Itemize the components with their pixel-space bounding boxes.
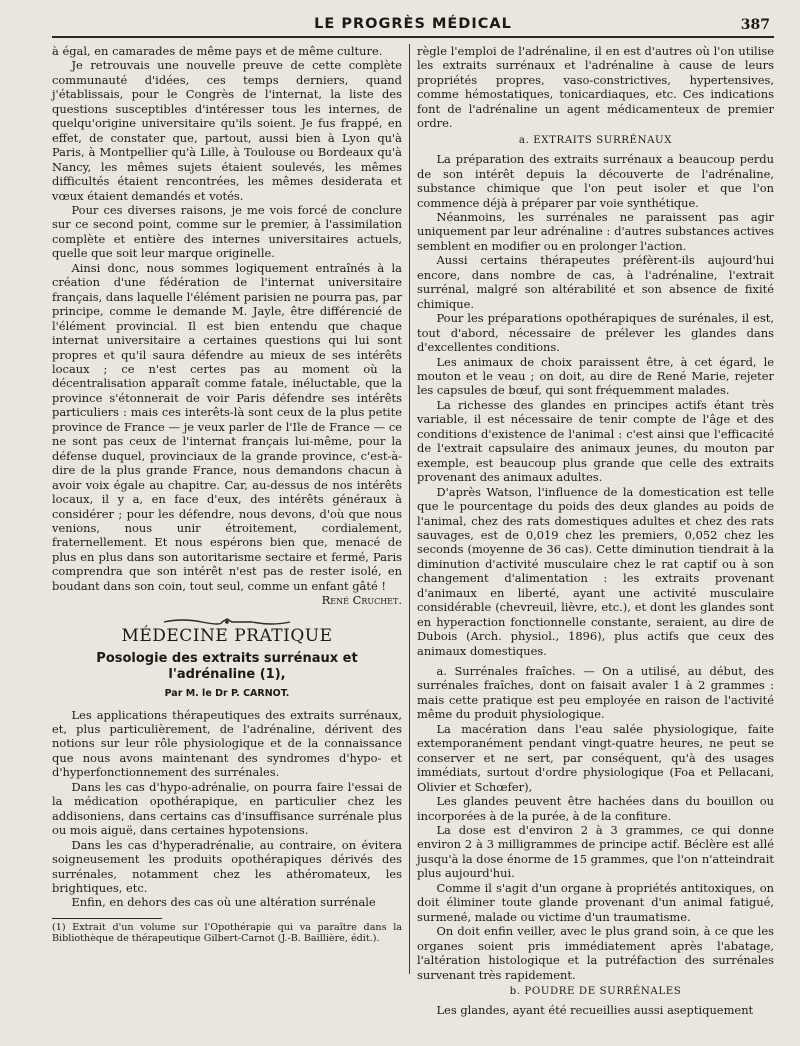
paragraph: Les animaux de choix paraissent être, à cet égard, le mouton et le veau ; on doit, au dire de René Marie, rejeter les capsules de bœuf, qui sont fréquemment malades.: [417, 354, 774, 398]
paragraph: Dans les cas d'hyperadrénalie, au contraire, on évitera soigneusement les produits opothérapiques dérivés des surrénales, notamment chez les athéromateux, les brightiques, etc.: [52, 837, 402, 896]
paragraph: La préparation des extraits surrénaux a beaucoup perdu de son intérêt depuis la découverte de l'adrénaline, substance chimique que l'on peut isoler et que l'on commence déjà à préparer par voie synthétique.: [417, 152, 774, 210]
paragraph: Je retrouvais une nouvelle preuve de cette complète communauté d'idées, ces temps derniers, quand j'établissais, pour le Congrès de l'internat, la liste des questions susceptibles d'intéresser tous les internes, de quelqu'origine universitaire qu'ils soient. Je fus frappé, en effet, de constater que, partout, aussi bien à Lyon qu'à Paris, à Montpellier qu'à Lille, à Toulouse ou Bordeaux qu'à Nancy, les mêmes sujets étaient soulevés, les mêmes difficultés étaient rencontrées, les mêmes desiderata et vœux étaient demandés et votés.: [52, 58, 402, 203]
footnote: (1) Extrait d'un volume sur l'Opothérapie qui va paraître dans la Bibliothèque de thérapeutique Gilbert-Carnot (J.-B. Baillière, édit.).: [52, 921, 402, 945]
paragraph: Comme il s'agit d'un organe à propriétés antitoxiques, on doit éliminer toute glande provenant d'un animal fatigué, surmené, malade ou victime d'un traumatisme.: [417, 880, 774, 924]
paragraph: Dans les cas d'hypo-adrénalie, on pourra faire l'essai de la médication opothérapique, en particulier chez les addisoniens, dans certains cas d'insuffisance surrénale plus ou mois aiguë, dans certaines hypotensions.: [52, 779, 402, 838]
article-title-line: Posologie des extraits surrénaux et: [96, 651, 358, 667]
paragraph: Les applications thérapeutiques des extraits surrénaux, et, plus particulièrement, de l'adrénaline, dérivent des notions sur leur rôle physiologique et de la connaissance que nous avons maintenant des syndromes d'hypo- et d'hyperfonctionnement des surrénales.: [52, 707, 402, 780]
paragraph: Aussi certains thérapeutes préfèrent-ils aujourd'hui encore, dans nombre de cas, à l'adrénaline, l'extrait surrénal, malgré son altérabilité et son absence de fixité chimique.: [417, 253, 774, 311]
paragraph: Ainsi donc, nous sommes logiquement entraînés à la création d'une fédération de l'internat universitaire français, dans laquelle l'élément parisien ne pourra pas, par principe, comme le demande M. Jayle, être différencié de l'élément provincial. Il est bien entendu que chaque internat universitaire a certaines questions qui lui sont propres et qu'il saura défendre au mieux de ses intérêts locaux ; ce n'est certes pas au moment où la décentralisation apparaît comme fatale, inéluctable, que la province s'étonnerait de voir Paris défendre ses intérêts particuliers : mais ces interêts-là sont ceux de la plus petite province de France — je veux parler de l'Ile de France — ce ne sont pas ceux de l'internat français lui-même, pour la défense duquel, provinciaux de la grande province, c'est-à-dire de la plus grande France, nous demandons chacun à avoir voix égale au chapitre. Car, au-dessus de nos intérêts locaux, il y a, en face d'eux, des intérêts généraux à considérer ; pour les défendre, nous devons, d'où que nous venions, nous unir étroitement, cordialement, fraternellement. Et nous espérons bien que, menacé de plus en plus dans son autoritarisme sectaire et fermé, Paris comprendra que son intérêt n'est pas de rester isolé, en boudant dans son coin, tout seul, comme un enfant gâté !: [52, 260, 402, 593]
paragraph: D'après Watson, l'influence de la domestication est telle que le pourcentage du poids des deux glandes au poids de l'animal, chez des rats domestiques adultes et chez des rats sauvages, est de 0,019 chez les premiers, 0,052 chez les seconds (moyenne de 36 cas). Cette diminution tiendrait à la diminution d'activité musculaire chez le rat captif ou à son changement d'alimentation : les extraits provenant d'animaux en liberté, ayant une activité musculaire considérable (chevreuil, lièvre, etc.), et dont les glandes sont en hyperaction fonctionnelle constante, seraient, au dire de Dubois (Arch. physiol., 1896), plus actifs que ceux des animaux domestiques.: [417, 484, 774, 658]
paragraph: Pour ces diverses raisons, je me vois forcé de conclure sur ce second point, comme sur le premier, à l'assimilation complète et entière des internes universitaires actuels, quelle que soit leur marque originelle.: [52, 202, 402, 261]
ornament-rule: [52, 616, 402, 626]
paragraph: Les glandes, ayant été recueillies aussi aseptiquement: [436, 1003, 754, 1018]
section-rubric: MÉDECINE PRATIQUE: [121, 625, 333, 646]
paragraph: a. Surrénales fraîches. — On a utilisé, au début, des surrénales fraîches, dont on faisait avaler 1 à 2 grammes : mais cette pratique est peu employée en raison de l'activité même du produit physiologique.: [417, 664, 774, 722]
paragraph: Néanmoins, les surrénales ne paraissent pas agir uniquement par leur adrénaline : d'autres substances actives semblent en modifier ou en prolonger l'action.: [417, 209, 774, 253]
journal-title: LE PROGRÈS MÉDICAL: [314, 16, 512, 32]
left-column: [52, 44, 402, 1018]
paragraph: La macération dans l'eau salée physiologique, faite extemporanément pendant vingt-quatre heures, ne peut se conserver et ne sert, par conséquent, qu'à des usages immédiats, surtout d'ordre physiologique (Foa et Pellacani, Olivier et Schœfer),: [417, 721, 774, 794]
paragraph: à égal, en camarades de même pays et de même culture.: [52, 44, 383, 58]
footnote-rule: [52, 918, 162, 919]
paragraph: La dose est d'environ 2 à 3 grammes, ce qui donne environ 2 à 3 milligrammes de principe actif. Béclère est allé jusqu'à la dose énorme de 15 grammes, que l'on n'atteindrait plus aujourd'hui.: [417, 823, 774, 881]
paragraph: Les glandes peuvent être hachées dans du bouillon ou incorporées à de la purée, à de la confiture.: [417, 794, 774, 823]
paragraph: La richesse des glandes en principes actifs étant très variable, il est nécessaire de tenir compte de l'âge et des conditions d'existence de l'animal : c'est ainsi que l'efficacité de l'extrait capsulaire des animaux jeunes, du mouton par exemple, est beaucoup plus grande que celle des extraits provenant des animaux adultes.: [417, 397, 774, 485]
article-title-line: l'adrénaline (1),: [168, 667, 286, 683]
paragraph: règle l'emploi de l'adrénaline, il en est d'autres où l'on utilise les extraits surrénaux et l'adrénaline à cause de leurs propriétés propres, vaso-constrictives, hypertensives, comme hémostatiques, tonicardiaques, etc. Ces indications font de l'adrénaline un agent médicamenteux de premier ordre.: [417, 44, 774, 131]
column-divider: [409, 44, 410, 974]
author-signature: René Cruchet.: [321, 593, 402, 608]
article-title: [52, 651, 402, 683]
article-byline: Par M. le Dr P. CARNOT.: [164, 688, 290, 700]
subsection-heading: b. POUDRE DE SURRÉNALES: [509, 986, 682, 997]
right-column: [417, 44, 774, 1018]
page-number: 387: [740, 17, 770, 33]
text-columns: [52, 44, 774, 1018]
paragraph: Pour les préparations opothérapiques de surénales, il est, tout d'abord, nécessaire de prélever les glandes dans d'excellentes conditions.: [417, 311, 774, 355]
paragraph: On doit enfin veiller, avec le plus grand soin, à ce que les organes soient pris immédiatement après l'abatage, l'altération histologique et la putréfaction des surrénales survenant très rapidement.: [417, 924, 774, 982]
paragraph: Enfin, en dehors des cas où une altération surrénale: [71, 895, 376, 910]
subsection-heading: a. EXTRAITS SURRÉNAUX: [518, 134, 673, 146]
running-head: [52, 14, 774, 38]
